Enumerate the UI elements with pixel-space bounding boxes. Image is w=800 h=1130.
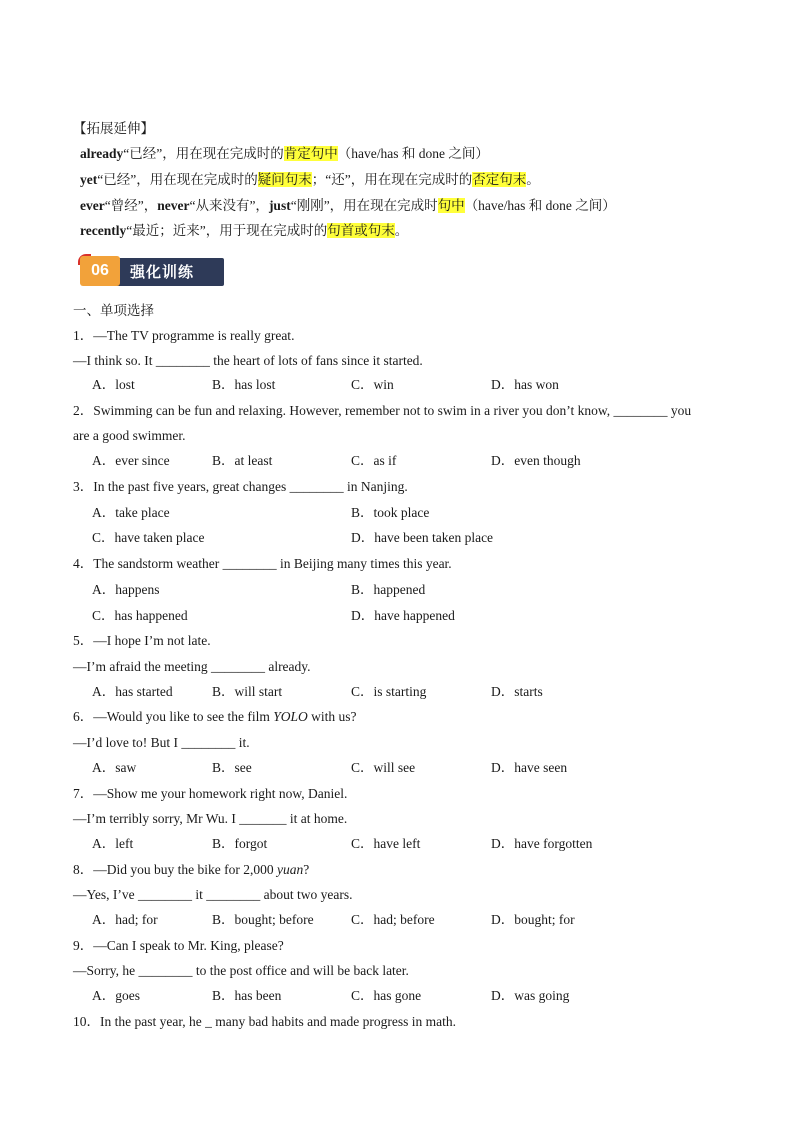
question-4-line-1: 4．The sandstorm weather ________ in Beijing many times this year. (73, 556, 452, 571)
question-3-line-1: 3．In the past five years, great changes ________ in Nanjing. (73, 479, 408, 494)
question-7-line-1: 7．—Show me your homework right now, Daniel. (73, 786, 348, 801)
highlight-text: 句中 (437, 198, 465, 213)
extension-line-already (80, 145, 489, 163)
question-9-line-1: 9．—Can I speak to Mr. King, please? (73, 938, 284, 953)
option-d[interactable]: D．has won (491, 377, 559, 392)
currency: yuan (276, 862, 304, 877)
option-c[interactable]: C．has happened (92, 608, 188, 623)
keyword-just: just (268, 198, 291, 213)
question-9-line-2: —Sorry, he ________ to the post office and will be back later. (73, 963, 409, 978)
text: （have/has 和 done 之间） (464, 198, 616, 213)
text: “已经”，用在现在完成时的 (97, 172, 258, 187)
option-c[interactable]: C．will see (351, 760, 416, 775)
option-d[interactable]: D．have been taken place (351, 530, 494, 545)
text: 。 (394, 223, 409, 238)
option-d[interactable]: D．was going (491, 988, 570, 1003)
option-c[interactable]: C．win (351, 377, 394, 392)
question-2-line-1: 2．Swimming can be fun and relaxing. However, remember not to swim in a river you don’t know, ________ you (73, 403, 692, 418)
section-title: 强化训练 (116, 258, 224, 286)
keyword-recently: recently (80, 223, 127, 238)
option-b[interactable]: B．has lost (212, 377, 276, 392)
option-a[interactable]: A．had; for (92, 912, 158, 927)
option-c[interactable]: C．have taken place (92, 530, 205, 545)
text: “最近；近来”，用于现在完成时的 (126, 223, 328, 238)
option-a[interactable]: A．goes (92, 988, 140, 1003)
text: ? (303, 862, 310, 877)
option-b[interactable]: B．happened (351, 582, 426, 597)
text: ；“还”，用在现在完成时的 (311, 172, 473, 187)
option-a[interactable]: A．saw (92, 760, 137, 775)
text: “已经”，用在现在完成时的 (123, 146, 284, 161)
text: “刚刚”，用在现在完成时 (290, 198, 438, 213)
option-a[interactable]: A．has started (92, 684, 173, 699)
keyword-already: already (80, 146, 124, 161)
option-b[interactable]: B．at least (212, 453, 273, 468)
option-b[interactable]: B．see (212, 760, 252, 775)
option-c[interactable]: C．has gone (351, 988, 422, 1003)
extension-line-yet (80, 171, 540, 189)
question-8-line-2: —Yes, I’ve ________ it ________ about two years. (73, 887, 353, 902)
section-number: 06 (80, 256, 120, 286)
option-a[interactable]: A．happens (92, 582, 160, 597)
option-c[interactable]: C．had; before (351, 912, 435, 927)
keyword-yet: yet (80, 172, 98, 187)
text: 8．—Did you buy the bike for 2,000 (73, 862, 277, 877)
section-badge (80, 254, 224, 288)
film-title: YOLO (273, 709, 308, 724)
option-b[interactable]: B．took place (351, 505, 430, 520)
part-title: 一、单项选择 (73, 303, 154, 318)
extension-heading: 【拓展延伸】 (73, 121, 154, 136)
question-6-line-1 (73, 708, 357, 726)
option-d[interactable]: D．have forgotten (491, 836, 593, 851)
text: “曾经”， (104, 198, 158, 213)
text: （have/has 和 done 之间） (337, 146, 489, 161)
option-d[interactable]: D．have happened (351, 608, 455, 623)
option-d[interactable]: D．bought; for (491, 912, 575, 927)
text: “从来没有”， (189, 198, 269, 213)
question-8-line-1 (73, 861, 309, 879)
question-10-line-1: 10．In the past year, he _ many bad habits and made progress in math. (73, 1014, 456, 1029)
keyword-ever: ever (80, 198, 105, 213)
question-5-line-1: 5．—I hope I’m not late. (73, 633, 211, 648)
option-d[interactable]: D．have seen (491, 760, 568, 775)
option-c[interactable]: C．as if (351, 453, 397, 468)
option-a[interactable]: A．lost (92, 377, 135, 392)
option-b[interactable]: B．bought; before (212, 912, 314, 927)
option-a[interactable]: A．left (92, 836, 134, 851)
question-1-line-2: —I think so. It ________ the heart of lots of fans since it started. (73, 353, 423, 368)
option-b[interactable]: B．has been (212, 988, 282, 1003)
option-b[interactable]: B．will start (212, 684, 283, 699)
text: 。 (526, 172, 540, 187)
option-d[interactable]: D．starts (491, 684, 543, 699)
option-d[interactable]: D．even though (491, 453, 581, 468)
highlight-text: 疑问句末 (257, 172, 312, 187)
option-a[interactable]: A．take place (92, 505, 170, 520)
question-1-line-1: 1．—The TV programme is really great. (73, 328, 295, 343)
question-6-line-2: —I’d love to! But I ________ it. (73, 735, 250, 750)
keyword-never: never (157, 198, 190, 213)
option-b[interactable]: B．forgot (212, 836, 268, 851)
text: 6．—Would you like to see the film (73, 709, 274, 724)
option-c[interactable]: C．is starting (351, 684, 427, 699)
highlight-text: 否定句末 (472, 172, 527, 187)
extension-line-ever (80, 197, 616, 215)
question-7-line-2: —I’m terribly sorry, Mr Wu. I _______ it at home. (73, 811, 348, 826)
highlight-text: 句首或句末 (327, 223, 395, 238)
option-c[interactable]: C．have left (351, 836, 421, 851)
highlight-text: 肯定句中 (283, 146, 338, 161)
extension-line-recently (80, 222, 408, 240)
option-a[interactable]: A．ever since (92, 453, 170, 468)
question-2-line-2: are a good swimmer. (73, 428, 186, 443)
question-5-line-2: —I’m afraid the meeting ________ already. (73, 659, 311, 674)
text: with us? (307, 709, 357, 724)
